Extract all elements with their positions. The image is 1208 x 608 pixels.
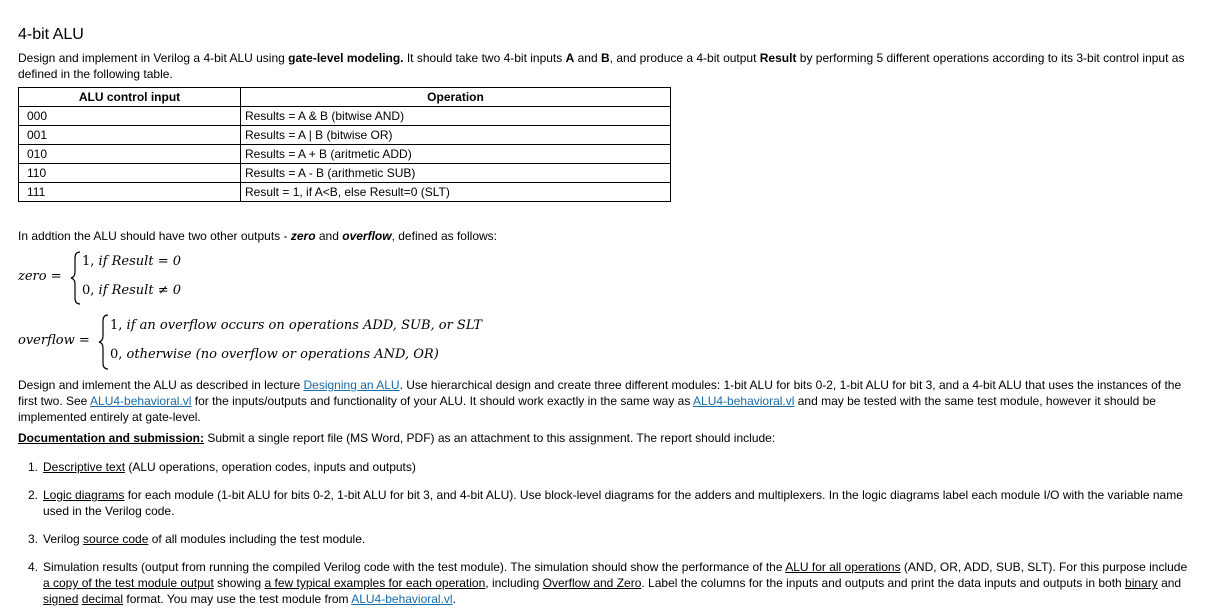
intro-text: Design and implement in Verilog a 4-bit ALU using: [18, 51, 289, 65]
alu4-behavioral-link[interactable]: ALU4-behavioral.vl: [351, 592, 453, 606]
overflow-case-1-value: 1,: [110, 318, 127, 333]
table-cell-code: 001: [19, 126, 241, 145]
list-item-text: . Label the columns for the inputs and outputs and print the data inputs and outputs in both: [641, 576, 1126, 590]
list-item: [27, 531, 1188, 547]
overflow-eq-lhs: overflow =: [18, 333, 90, 348]
list-item-underlined: Descriptive text: [43, 460, 126, 474]
list-item-underlined: a few typical examples for each operation: [264, 576, 486, 590]
outputs-zero-term: zero: [290, 229, 316, 243]
alu-operations-table: [18, 87, 671, 202]
zero-case-2-condition: if Result ≠ 0: [98, 283, 181, 298]
zero-case-1-condition: if Result = 0: [98, 254, 181, 269]
list-item-number: 1.: [27, 460, 38, 474]
zero-eq-lhs: zero =: [18, 269, 62, 284]
overflow-equation: [18, 313, 538, 371]
intro-text: and: [574, 51, 601, 65]
documentation-text: Submit a single report file (MS Word, PDF) as an attachment to this assignment. The report should include:: [204, 431, 776, 445]
intro-bold-a: A: [565, 51, 575, 65]
list-item: [27, 487, 1188, 519]
table-cell-operation: Result = 1, if A<B, else Result=0 (SLT): [241, 183, 671, 202]
list-item-text: showing: [213, 576, 265, 590]
zero-case-1: [82, 254, 181, 270]
table-cell-operation: Results = A + B (aritmetic ADD): [241, 145, 671, 164]
alu4-behavioral-link[interactable]: ALU4-behavioral.vl: [90, 394, 192, 408]
outputs-text: , defined as follows:: [391, 229, 497, 243]
table-cell-operation: Results = A & B (bitwise AND): [241, 107, 671, 126]
table-cell-code: 010: [19, 145, 241, 164]
list-item-underlined: a copy of the test module output: [43, 576, 214, 590]
overflow-case-2: [110, 347, 439, 363]
intro-text: , and produce a 4-bit output: [609, 51, 760, 65]
design-text: Design and imlement the ALU as described in lecture: [18, 378, 304, 392]
table-cell-operation: Results = A | B (bitwise OR): [241, 126, 671, 145]
list-item-underlined: binary: [1125, 576, 1158, 590]
designing-alu-link[interactable]: Designing an ALU: [303, 378, 400, 392]
zero-equation: [18, 250, 218, 306]
overflow-case-1-condition: if an overflow occurs on operations ADD, SUB, or SLT: [126, 318, 483, 333]
intro-text: It should take two 4-bit inputs: [403, 51, 566, 65]
overflow-brace-icon: [96, 313, 110, 371]
intro-bold-b: B: [600, 51, 610, 65]
design-text: for the inputs/outputs and functionality of your ALU. It should work exactly in the same way as: [191, 394, 694, 408]
list-item-underlined: decimal: [81, 592, 124, 606]
list-item-text: , including: [485, 576, 543, 590]
outputs-text: In addtion the ALU should have two other outputs -: [18, 229, 291, 243]
list-item-text: for each module (1-bit ALU for bits 0-2, 1-bit ALU for bit 3, and 4-bit ALU). Use block-level diagrams for the adders and multiplexers. In the logic diagrams label each module I/O with the variable name used in the Verilog code.: [43, 488, 1183, 518]
overflow-case-1: [110, 318, 482, 334]
zero-brace-icon: [68, 250, 82, 306]
alu4-behavioral-link[interactable]: ALU4-behavioral.vl: [693, 394, 795, 408]
table-header-operation: Operation: [241, 88, 671, 107]
zero-case-2: [82, 283, 181, 299]
table-cell-code: 110: [19, 164, 241, 183]
list-item: [27, 559, 1188, 607]
outputs-paragraph: [18, 228, 497, 244]
list-item-number: 2.: [27, 488, 38, 502]
list-item-underlined: Overflow and Zero: [542, 576, 642, 590]
list-item-text: (AND, OR, ADD, SUB, SLT). For this purpose include: [900, 560, 1188, 574]
outputs-text: and: [315, 229, 343, 243]
design-paragraph: [18, 377, 1196, 425]
documentation-paragraph: [18, 430, 775, 446]
zero-case-2-value: 0,: [82, 283, 99, 298]
documentation-heading: Documentation and submission:: [18, 431, 205, 445]
intro-paragraph: [18, 50, 1190, 82]
outputs-overflow-term: overflow: [342, 229, 392, 243]
list-item: [27, 459, 1188, 475]
table-cell-code: 000: [19, 107, 241, 126]
table-cell-operation: Results = A - B (arithmetic SUB): [241, 164, 671, 183]
list-item-text: and: [1157, 576, 1182, 590]
list-item-underlined: ALU for all operations: [785, 560, 901, 574]
page-title: 4-bit ALU: [18, 26, 84, 43]
list-item-underlined: source code: [83, 532, 149, 546]
table-row: [19, 183, 671, 202]
overflow-case-2-value: 0,: [110, 347, 127, 362]
list-item-number: 4.: [27, 560, 38, 574]
list-item-text: .: [452, 592, 456, 606]
table-row: [19, 145, 671, 164]
list-item-number: 3.: [27, 532, 38, 546]
list-item-underlined: Logic diagrams: [43, 488, 125, 502]
overflow-case-2-condition: otherwise (no overflow or operations AND, OR): [126, 347, 439, 362]
intro-bold-result: Result: [759, 51, 797, 65]
list-item-text: Simulation results (output from running the compiled Verilog code with the test module). The simulation should show the performance of the: [43, 560, 786, 574]
list-item-text: Verilog: [43, 532, 84, 546]
design-text: and may be tested with the same test module, however it should be implemented entirely at gate-level.: [18, 394, 1156, 424]
zero-case-1-value: 1,: [82, 254, 99, 269]
design-text: . Use hierarchical design and create three different modules: 1-bit ALU for bits 0-2, 1-bit ALU for bit 3, and a 4-bit ALU that uses the instances of the first two. See: [18, 378, 1182, 408]
table-row: [19, 107, 671, 126]
table-row: [19, 164, 671, 183]
list-item-text: (ALU operations, operation codes, inputs and outputs): [125, 460, 416, 474]
intro-bold-gate-level: gate-level modeling.: [288, 51, 404, 65]
table-header-control: ALU control input: [19, 88, 241, 107]
table-cell-code: 111: [19, 183, 241, 202]
intro-text: by performing 5 different operations according to its 3-bit control input as defined in the following table.: [18, 51, 1185, 81]
list-item-text: of all modules including the test module.: [148, 532, 366, 546]
table-row: [19, 126, 671, 145]
list-item-underlined: signed: [43, 592, 79, 606]
table-header-row: [19, 88, 671, 107]
list-item-text: format. You may use the test module from: [123, 592, 352, 606]
